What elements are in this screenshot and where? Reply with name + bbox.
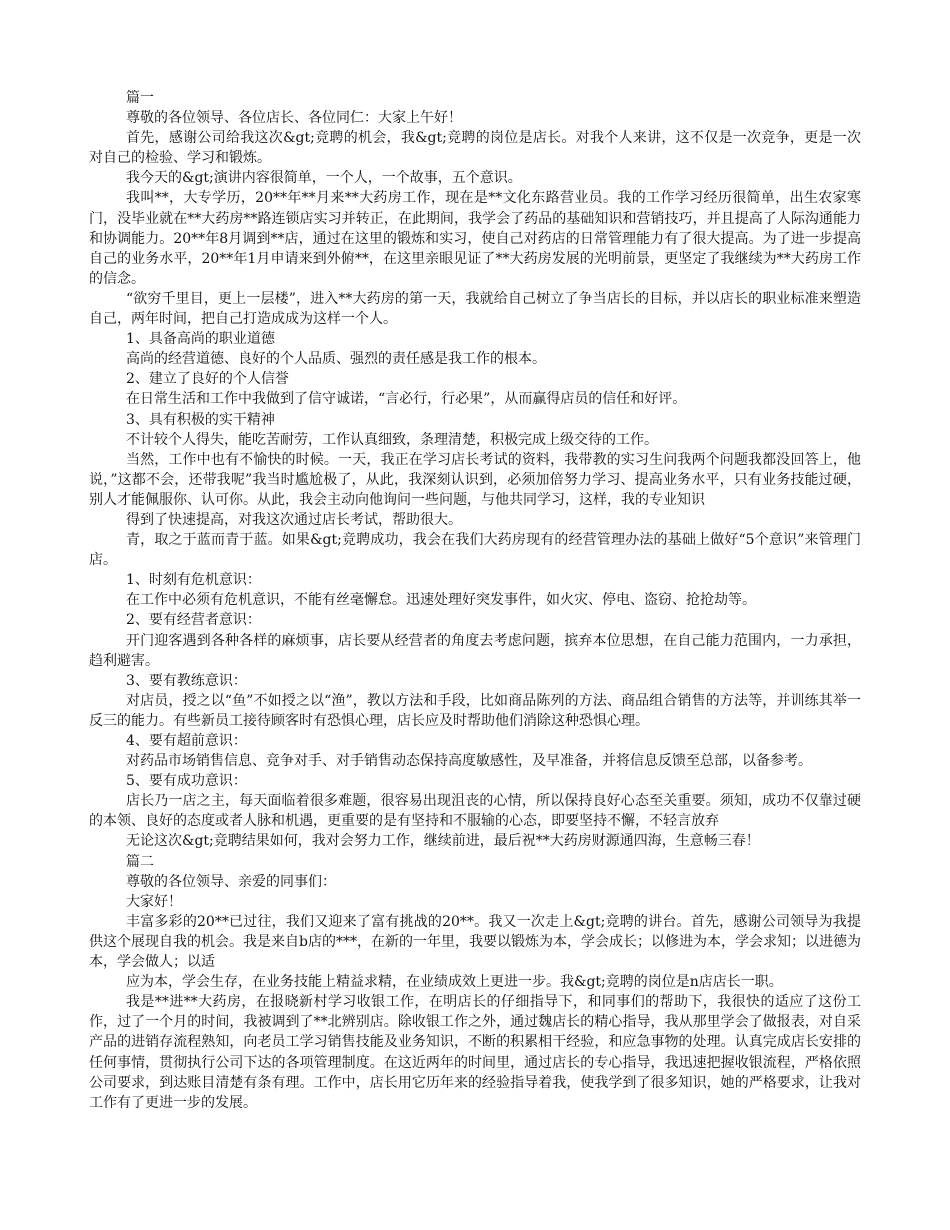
paragraph: “欲穷千里目，更上一层楼”，进入**大药房的第一天，我就给自己树立了争当店长的目标，并以店长的职业标准来塑造自己，两年时间，把自己打造成成为这样一个人。	[89, 290, 861, 328]
list-heading: 5、要有成功意识：	[126, 773, 247, 790]
paragraph: 得到了快速提高，对我这次通过店长考试，帮助很大。	[126, 511, 462, 528]
paragraph: 在工作中必须有危机意识，不能有丝毫懈怠。迅速处理好突发事件，如火灾、停电、盗窃、抢抢劫等。	[126, 592, 756, 609]
list-heading: 3、要有教练意识：	[126, 672, 247, 689]
list-heading: 4、要有超前意识：	[126, 733, 247, 749]
paragraph: 开门迎客遇到各种各样的麻烦事，店长要从经营者的角度去考虑问题，摈弃本位思想，在自己能力范围内，一力承担，趋利避害。	[89, 632, 861, 669]
paragraph: 无论这次&gt;竞聘结果如何，我对会努力工作，继续前进，最后祝**大药房财源通四海，生意畅三春！	[126, 833, 760, 850]
list-heading: 1、时刻有危机意识：	[126, 572, 261, 589]
paragraph: 当然，工作中也有不愉快的时候。一天，我正在学习店长考试的资料，我带教的实习生问我两个问题我都没回答上，他说，”这都不会，还带我呢”我当时尴尬极了，从此，我深刻认识到，必须加倍努力学习、提高业务水平，只有业务技能过硬，别人才能佩服你、认可你。从此，我会主动向他询问一些问题，与他共同学习，这样，我的专业知识	[89, 451, 861, 508]
paragraph: 我今天的&gt;演讲内容很简单，一个人，一个故事，五个意识。	[126, 170, 522, 187]
paragraph: 首先，感谢公司给我这次&gt;竞聘的机会，我&gt;竞聘的岗位是店长。对我个人来讲，这不仅是一次竞争，更是一次对自己的检验、学习和锻炼。	[89, 130, 861, 167]
list-heading: 2、建立了良好的个人信誉	[126, 371, 289, 388]
paragraph: 我叫**，大专学历，20**年**月来**大药房工作，现在是**文化东路营业员。我的工作学习经历很简单，出生农家寒门，没毕业就在**大药房**路连锁店实习并转正，在此期间，我学会了药品的基础知识和营销技巧，并且提高了人际沟通能力和协调能力。20**年8月调到**店，通过在这里的锻炼和实习，使自己对药店的日常管理能力有了很大提高。为了进一步提高自己的业务水平，20**年1月申请来到外俯**，在这里亲眼见证了**大药房发展的光明前景，更坚定了我继续为**大药房工作的信念。	[89, 190, 861, 287]
paragraph: 青，取之于蓝而青于蓝。如果&gt;竞聘成功，我会在我们大药房现有的经营管理办法的基础上做好“5个意识”来管理门店。	[89, 532, 861, 569]
list-heading: 1、具备高尚的职业道德	[126, 331, 275, 348]
section-heading-2: 篇二	[126, 853, 154, 870]
paragraph: 店长乃一店之主，每天面临着很多难题，很容易出现沮丧的心情，所以保持良好心态至关重要。须知，成功不仅靠过硬的本领、良好的态度或者人脉和机遇，更重要的是有坚持和不服输的心态，即要坚持不懈，不轻言放弃	[89, 793, 861, 830]
section-heading-1: 篇一	[126, 90, 154, 106]
paragraph: 丰富多彩的20**已过往，我们又迎来了富有挑战的20**。我又一次走上&gt;竞聘的讲台。首先，感谢公司领导为我提供这个展现自我的机会。我是来自b店的***，在新的一年里，我要以锻炼为本，学会成长；以修进为本，学会求知；以进德为本，学会做人；以适	[89, 913, 861, 971]
paragraph: 在日常生活和工作中我做到了信守诚诺，“言必行，行必果”，从而赢得店员的信任和好评。	[126, 391, 687, 408]
list-heading: 2、要有经营者意识：	[126, 612, 261, 629]
paragraph: 对药品市场销售信息、竞争对手、对手销售动态保持高度敏感性，及早准备，并将信息反馈至总部，以备参考。	[126, 753, 812, 770]
salutation: 尊敬的各位领导、亲爱的同事们：	[126, 873, 336, 890]
paragraph: 我是**进**大药房，在报晓新村学习收银工作，在明店长的仔细指导下，和同事们的帮助下，我很快的适应了这份工作，过了一个月的时间，我被调到了**北辨别店。除收银工作之外，通过魏店长的精心指导，我从那里学会了做报表，对自采产品的进销存流程熟知，向老员工学习销售技能及业务知识，不断的积累相干经验，和应急事物的处理。认真完成店长安排的任何事情，贯彻执行公司下达的各项管理制度。在这近两年的时间里，通过店长的专心指导，我迅速把握收银流程，严格依照公司要求，到达账目清楚有条有理。工作中，店长用它历年来的经验指导着我，使我学到了很多知识，她的严格要求，让我对工作有了更进一步的发展。	[89, 994, 861, 1111]
paragraph: 应为本，学会生存，在业务技能上精益求精，在业绩成效上更进一步。我&gt;竞聘的岗位是n店店长一职。	[126, 974, 783, 991]
salutation: 尊敬的各位领导、各位店长、各位同仁：大家上午好！	[126, 110, 462, 127]
paragraph: 高尚的经营道德、良好的个人品质、强烈的责任感是我工作的根本。	[126, 351, 546, 368]
paragraph: 对店员，授之以“鱼”不如授之以“渔”，教以方法和手段，比如商品陈列的方法、商品组合销售的方法等，并训练其举一反三的能力。有些新员工接待顾客时有恐惧心理，店长应及时帮助他们消除这种恐惧心理。	[89, 692, 861, 729]
list-heading: 3、具有积极的实干精神	[126, 411, 275, 428]
paragraph: 不计较个人得失，能吃苦耐劳，工作认真细致，条理清楚，积极完成上级交待的工作。	[126, 431, 658, 448]
document-body	[89, 88, 861, 1113]
greeting: 大家好！	[126, 893, 182, 910]
